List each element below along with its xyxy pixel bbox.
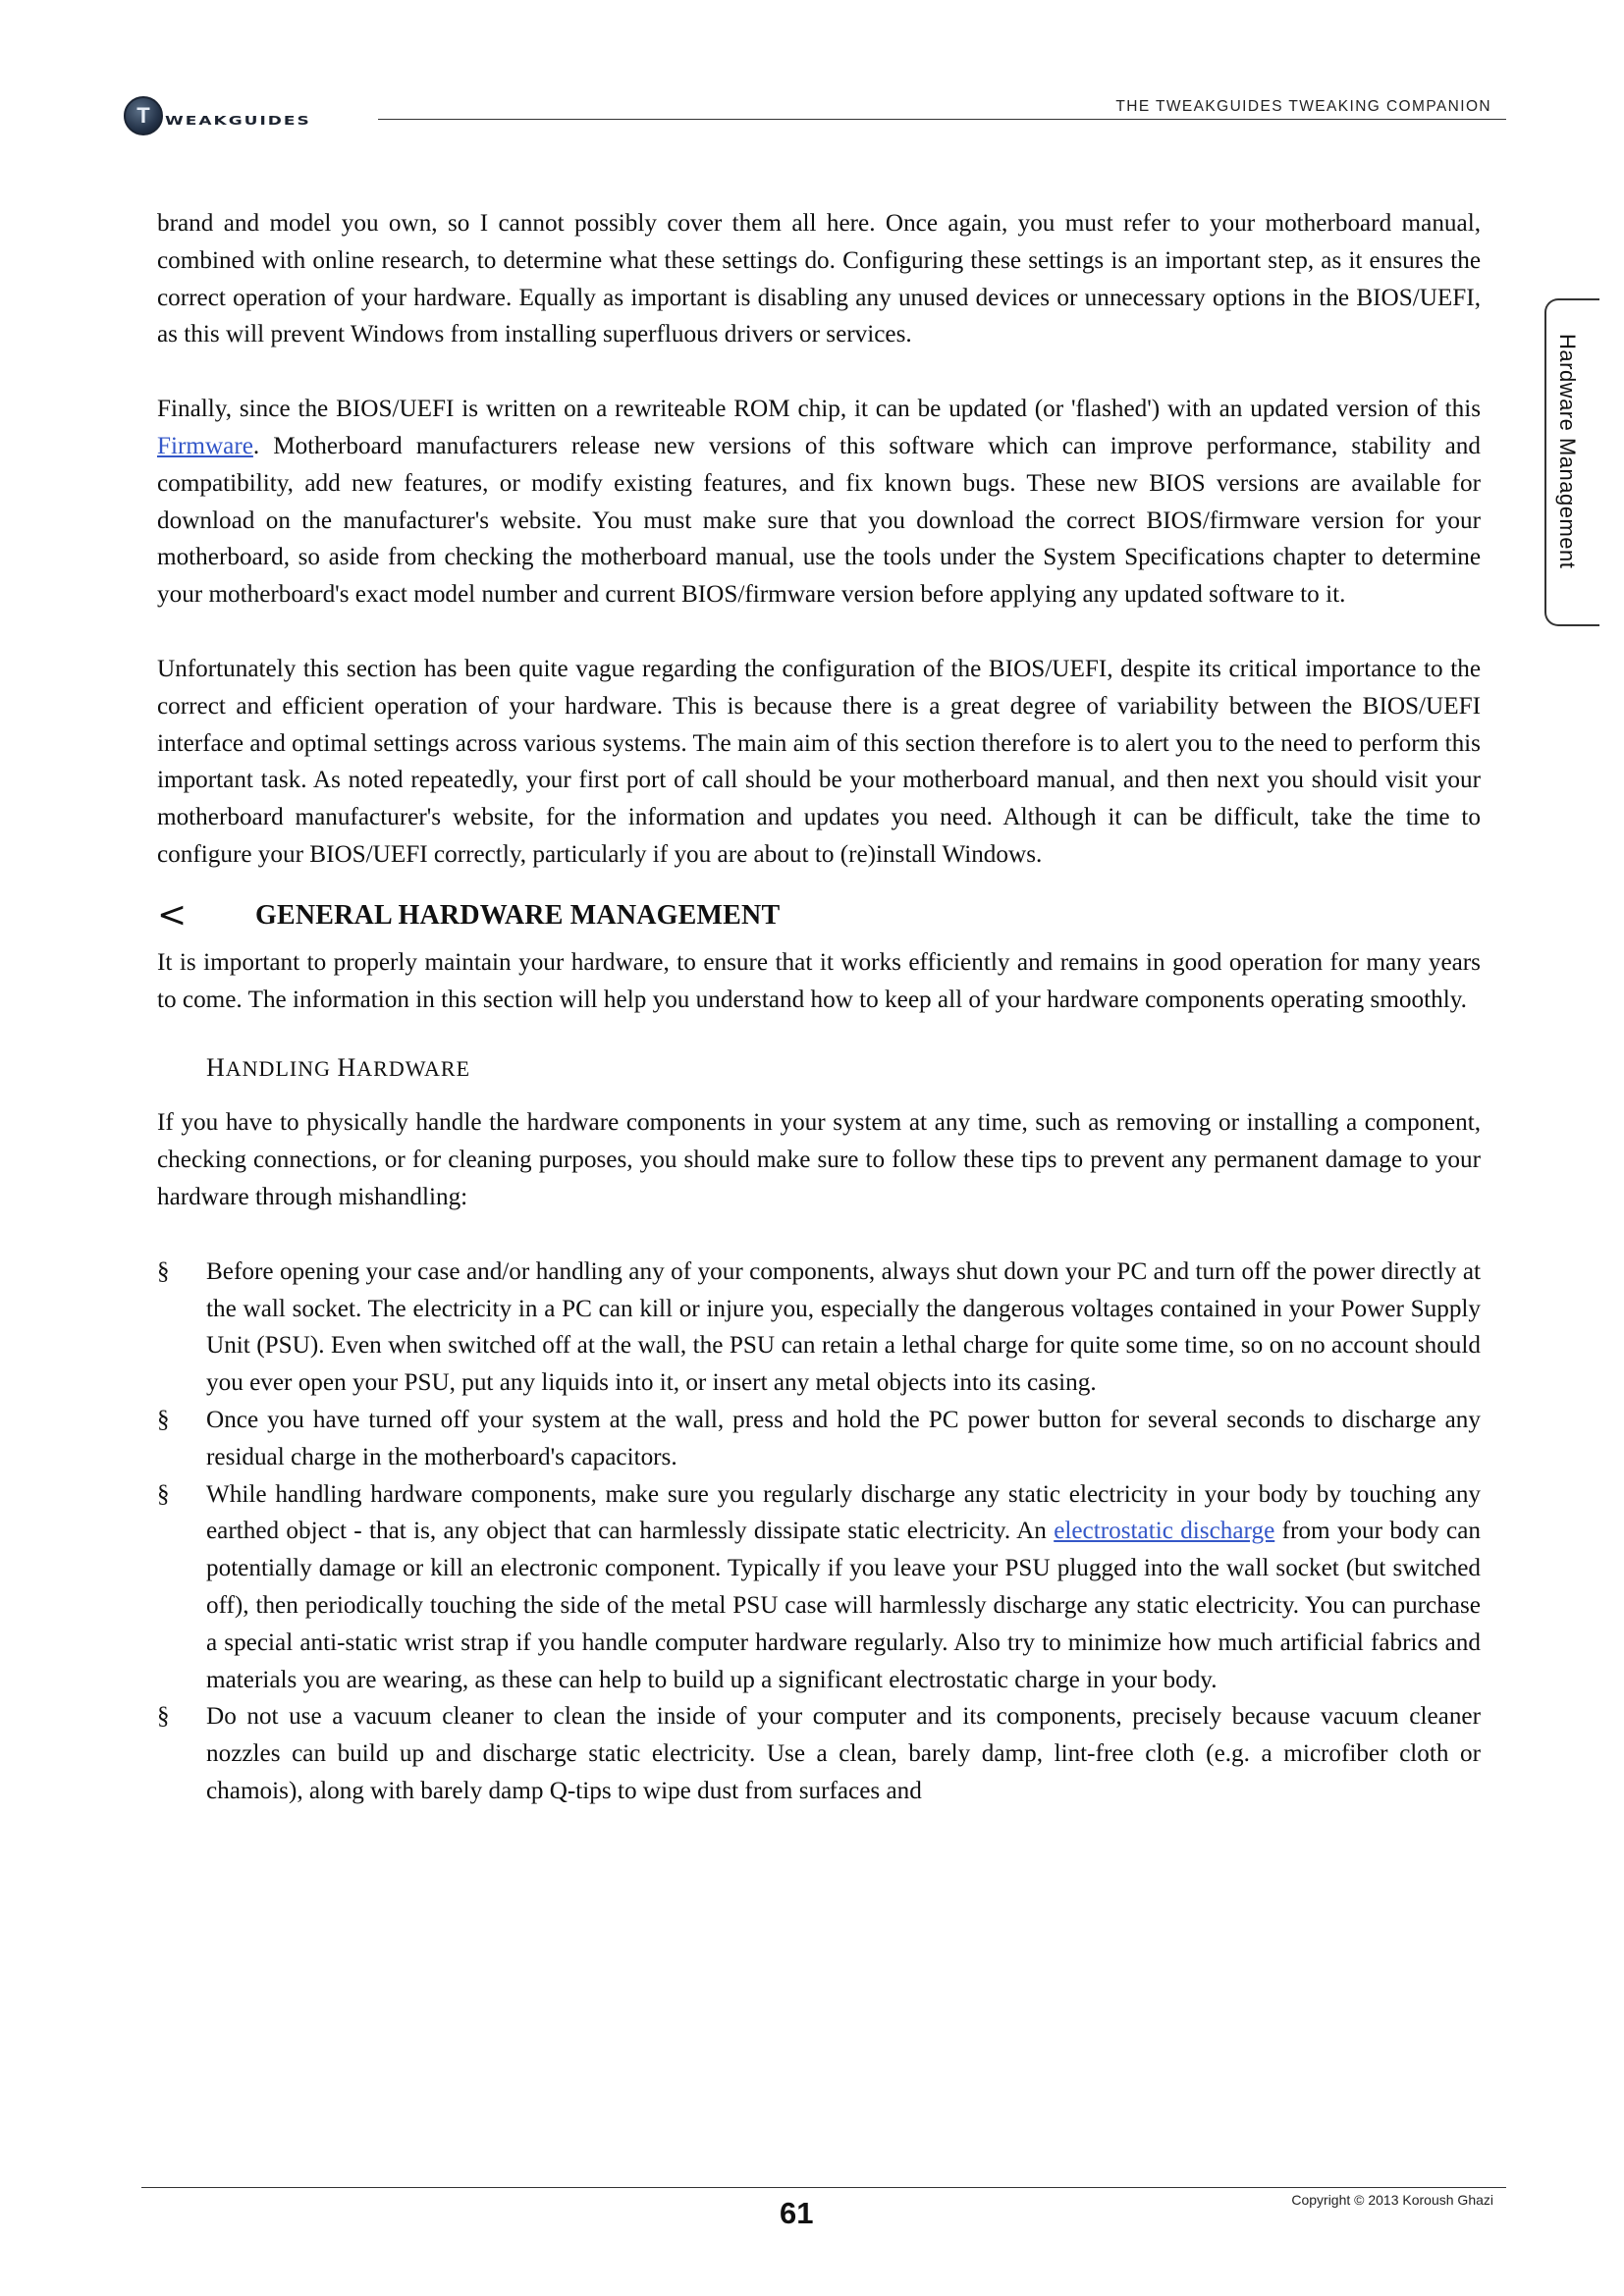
footer-rule	[141, 2187, 1506, 2188]
paragraph-text: Finally, since the BIOS/UEFI is written on a rewriteable ROM chip, it can be updated (or 'flashed') with an updated version of this	[157, 396, 1481, 423]
list-item	[157, 1254, 1481, 1402]
paragraph-text: . Motherboard manufacturers release new versions of this software which can improve performance, stability and compatibility, add new features, or modify existing features, and fix known bugs. These new BIOS versions are available for download on the manufacturer's website. You must make sure that you download the correct BIOS/firmware version for your motherboard, so aside from checking the motherboard manual, use the tools under the System Specifications chapter to determine your motherboard's exact model number and current BIOS/firmware version before applying any updated software to it.	[157, 432, 1481, 609]
paragraph-bios-flashing	[157, 391, 1481, 614]
page-number: 61	[780, 2196, 814, 2230]
bullet-section-icon: §	[157, 1703, 170, 1731]
section-arrow-icon: <	[157, 894, 188, 935]
firmware-link[interactable]: Firmware	[157, 432, 253, 459]
paragraph-bios-summary: Unfortunately this section has been quite vague regarding the configuration of the BIOS/UEFI, despite its critical importance to the correct and efficient operation of your hardware. This is because there is a great degree of variability between the BIOS/UEFI interface and optimal settings across various systems. The main aim of this section therefore is to alert you to the need to perform this important task. As noted repeatedly, your first port of call should be your motherboard manual, and then next you should visit your motherboard manufacturer's website, for the information and updates you need. Although it can be difficult, take the time to configure your BIOS/UEFI correctly, particularly if you are about to (re)install Windows.	[157, 655, 1481, 868]
logo-text: WEAKGUIDES	[165, 113, 311, 129]
copyright-notice: Copyright © 2013 Koroush Ghazi	[1291, 2192, 1493, 2208]
paragraph-bios-settings: brand and model you own, so I cannot possibly cover them all here. Once again, you must refer to your motherboard manual, combined with online research, to determine what these settings do. Configuring these settings is an important step, as it ensures the correct operation of your hardware. Equally as important is disabling any unused devices or unnecessary options in the BIOS/UEFI, as this will prevent Windows from installing superfluous drivers or services.	[157, 210, 1481, 348]
bullet-section-icon: §	[157, 1406, 170, 1433]
list-item-text: While handling hardware components, make sure you regularly discharge any static electricity in your body by touching any earthed object - that is, any object that can harmlessly dissipate static electricity. An electrostatic discharge from your body can potentially damage or kill an electronic component. Typically if you leave your PSU plugged into the wall socket (but switched off), then periodically touching the side of the metal PSU case will harmlessly discharge any static electricity. You can purchase a special anti-static wrist strap if you handle computer hardware regularly. Also try to minimize how much artificial fabrics and materials you are wearing, as these can help to build up a significant electrostatic charge in your body.	[206, 1480, 1481, 1693]
list-item-text: Before opening your case and/or handling any of your components, always shut down your PC and turn off the power directly at the wall socket. The electricity in a PC can kill or injure you, especially the dangerous voltages contained in your Power Supply Unit (PSU). Even when switched off at the wall, the PSU can retain a lethal charge for quite some time, so on no account should you ever open your PSU, put any liquids into it, or insert any metal objects into its casing.	[206, 1257, 1481, 1397]
list-item-text: Do not use a vacuum cleaner to clean the inside of your computer and its components, precisely because vacuum cleaner nozzles can build up and discharge static electricity. Use a clean, barely damp, lint-free cloth (e.g. a microfiber cloth or chamois), along with barely damp Q-tips to wipe dust from surfaces and	[206, 1703, 1481, 1804]
header-rule	[378, 119, 1506, 120]
list-item	[157, 1402, 1481, 1476]
bullet-section-icon: §	[157, 1257, 170, 1285]
subsection-heading: HANDLING HARDWARE	[206, 1053, 471, 1083]
list-item	[157, 1476, 1481, 1699]
paragraph-handling-intro: If you have to physically handle the hardware components in your system at any time, such as removing or installing a component, checking connections, or for cleaning purposes, you should make sure to follow these tips to prevent any permanent damage to your hardware through mishandling:	[157, 1109, 1481, 1210]
section-title: GENERAL HARDWARE MANAGEMENT	[255, 899, 781, 931]
list-item	[157, 1698, 1481, 1809]
logo-letter: T	[136, 103, 150, 128]
logo-disc-icon	[124, 96, 163, 135]
tips-list	[157, 1254, 1481, 1810]
chapter-side-tab-label: Hardware Management	[1555, 334, 1580, 569]
section-heading	[157, 887, 1481, 944]
header-title: THE TWEAKGUIDES TWEAKING COMPANION	[1115, 98, 1491, 115]
list-item-text: Once you have turned off your system at the wall, press and hold the PC power button for several seconds to discharge any residual charge in the motherboard's capacitors.	[206, 1406, 1481, 1470]
electrostatic-discharge-link[interactable]: electrostatic discharge	[1054, 1518, 1275, 1545]
paragraph-hardware-intro: It is important to properly maintain your hardware, to ensure that it works efficiently and remains in good operation for many years to come. The information in this section will help you understand how to keep all of your hardware components operating smoothly.	[157, 948, 1481, 1013]
tweakguides-logo	[124, 96, 311, 135]
page-body	[157, 205, 1481, 1810]
bullet-section-icon: §	[157, 1480, 170, 1508]
